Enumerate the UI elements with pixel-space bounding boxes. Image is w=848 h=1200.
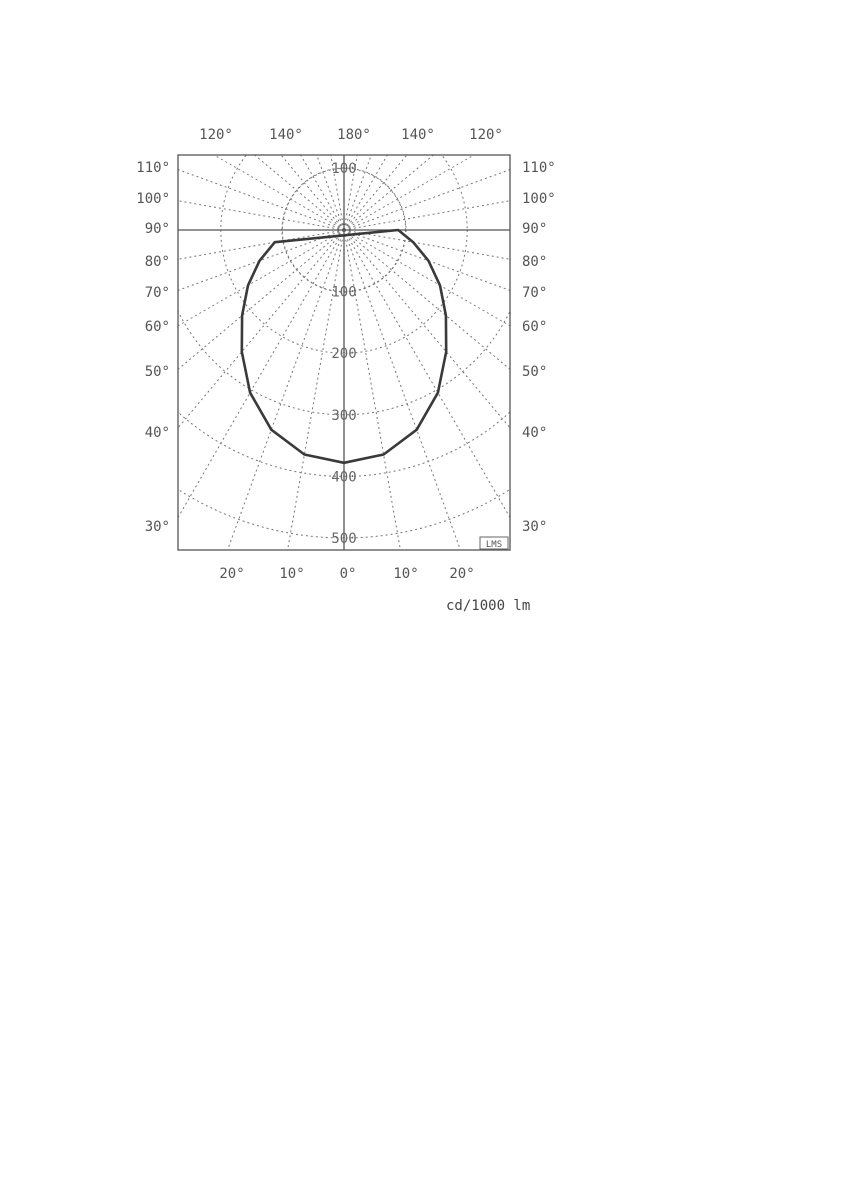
angle-spoke-60: [344, 230, 848, 580]
angle-spoke-310: [0, 230, 344, 680]
angle-spoke-330: [0, 230, 344, 836]
radial-tick-label-500: 500: [331, 531, 357, 547]
angle-spoke-70: [344, 230, 848, 469]
angle-spoke-290: [0, 230, 344, 469]
radial-tick-label-300: 300: [331, 407, 357, 424]
bottom-angle-label: 20°: [219, 566, 245, 582]
bottom-angle-label: 20°: [449, 566, 475, 582]
axis-labels: [136, 127, 555, 582]
bottom-angle-label: 10°: [393, 566, 419, 582]
angle-spoke-120: [344, 0, 848, 230]
right-angle-label: 30°: [522, 519, 548, 535]
angle-spoke-170: [344, 0, 466, 230]
angle-spoke-190: [222, 0, 344, 230]
lms-badge-text: LMS: [485, 540, 503, 550]
angle-spoke-140: [344, 0, 794, 230]
right-angle-label: 40°: [522, 425, 548, 441]
right-angle-label: 100°: [522, 191, 556, 207]
top-angle-label: 180°: [337, 127, 371, 143]
angle-spoke-150: [344, 0, 694, 230]
angle-spoke-280: [0, 230, 344, 352]
lms-badge: [480, 537, 508, 550]
left-angle-label: 60°: [144, 319, 170, 335]
radial-tick-label-100: 100: [331, 284, 357, 301]
bottom-angle-label: 0°: [339, 566, 357, 582]
unit-label: cd/1000 lm: [446, 598, 531, 614]
radial-tick-label-400: 400: [331, 469, 357, 486]
angle-spoke-110: [344, 0, 848, 230]
upper-tick-label-100: 100: [331, 161, 357, 177]
right-angle-label: 60°: [522, 319, 548, 335]
angle-spoke-320: [0, 230, 344, 766]
top-angle-label: 140°: [401, 127, 435, 143]
top-angle-label: 140°: [269, 127, 303, 143]
right-angle-label: 80°: [522, 254, 548, 270]
right-angle-label: 50°: [522, 364, 548, 380]
left-angle-label: 30°: [144, 519, 170, 535]
left-angle-label: 90°: [144, 221, 170, 237]
right-angle-label: 70°: [522, 285, 548, 301]
bottom-angle-label: 10°: [279, 566, 305, 582]
left-angle-label: 50°: [144, 364, 170, 380]
right-angle-label: 90°: [522, 221, 548, 237]
angle-spoke-40: [344, 230, 794, 766]
angle-spoke-20: [344, 230, 583, 888]
left-angle-label: 100°: [136, 191, 170, 207]
angle-spoke-130: [344, 0, 848, 230]
top-angle-label: 120°: [199, 127, 233, 143]
top-angle-label: 120°: [469, 127, 503, 143]
radial-tick-label-200: 200: [331, 346, 357, 363]
left-angle-label: 110°: [136, 160, 170, 176]
left-angle-label: 80°: [144, 254, 170, 270]
left-angle-label: 70°: [144, 285, 170, 301]
right-angle-label: 110°: [522, 160, 556, 176]
left-angle-label: 40°: [144, 425, 170, 441]
angle-spoke-50: [344, 230, 848, 680]
angle-spoke-300: [0, 230, 344, 580]
angle-spoke-340: [105, 230, 344, 888]
